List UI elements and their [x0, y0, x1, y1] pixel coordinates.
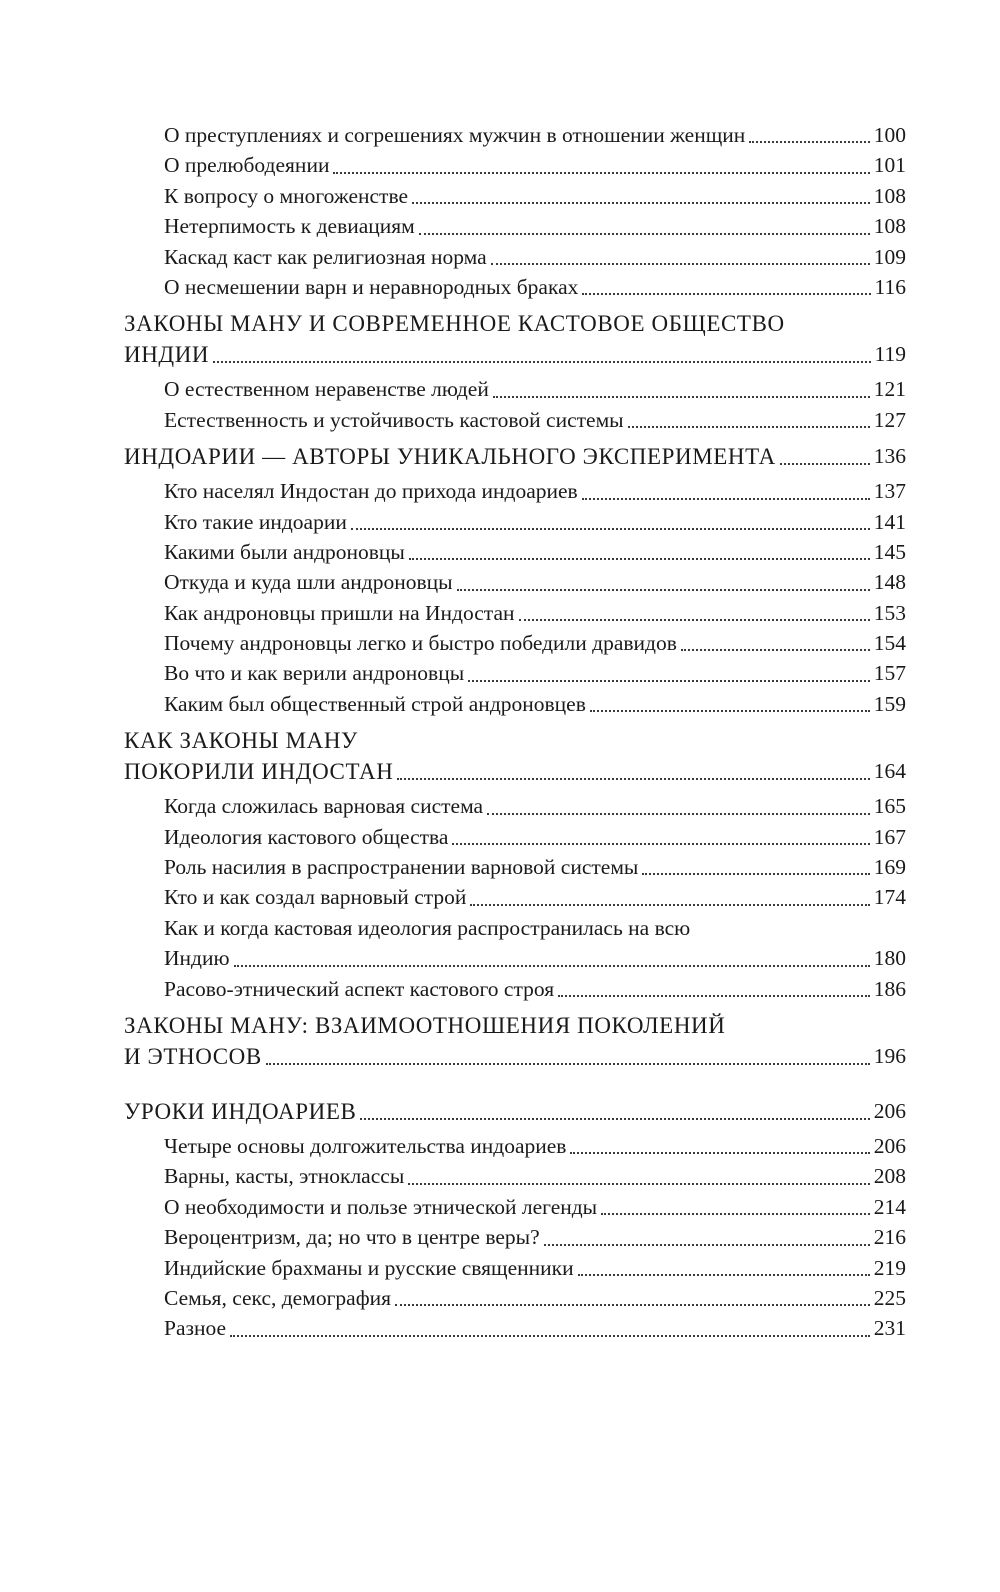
- toc-entry[interactable]: [124, 507, 906, 537]
- toc-entry-page: 153: [873, 600, 906, 625]
- section-page: 196: [873, 1044, 906, 1068]
- leader-dots: [452, 843, 869, 845]
- section-title-line: ПОКОРИЛИ ИНДОСТАН: [124, 759, 394, 785]
- toc-entry-title: Четыре основы долгожительства индоариев: [164, 1133, 567, 1158]
- leader-dots: [487, 813, 870, 815]
- toc-entry-page: 231: [873, 1316, 906, 1341]
- toc-entry[interactable]: [124, 181, 906, 211]
- leader-dots: [213, 361, 870, 363]
- leader-dots: [395, 1304, 870, 1306]
- leader-dots: [409, 558, 870, 560]
- leader-dots: [360, 1118, 869, 1120]
- toc-entry[interactable]: [124, 598, 906, 628]
- toc-entry-title: О естественном неравенстве людей: [164, 377, 489, 402]
- toc-entry-title: Как андроновцы пришли на Индостан: [164, 600, 515, 625]
- section-title-entry: [124, 339, 906, 370]
- leader-dots: [408, 1183, 869, 1185]
- toc-entry[interactable]: [124, 1131, 906, 1161]
- toc-entry-page: 225: [873, 1285, 906, 1310]
- toc-entry[interactable]: [124, 476, 906, 506]
- toc-entry-page: 141: [873, 509, 906, 534]
- toc-entry[interactable]: [124, 658, 906, 688]
- leader-dots: [582, 293, 870, 295]
- toc-entry-title: Варны, касты, этноклассы: [164, 1164, 405, 1189]
- toc-entry[interactable]: [124, 374, 906, 404]
- toc-entry[interactable]: [124, 242, 906, 272]
- section-title-entry: [124, 1041, 906, 1072]
- toc-entry-title: Разное: [164, 1316, 227, 1341]
- leader-dots: [628, 426, 870, 428]
- toc-entry-page: 116: [874, 274, 906, 299]
- toc-entry-title: Семья, секс, демография: [164, 1285, 392, 1310]
- toc-entry-title: Почему андроновцы легко и быстро победили дравидов: [164, 631, 677, 656]
- toc-entry-title: Вероцентризм, да; но что в центре веры?: [164, 1225, 540, 1250]
- toc-entry-multiline[interactable]: [124, 913, 906, 974]
- leader-dots: [590, 710, 870, 712]
- spacer: [124, 1076, 906, 1090]
- leader-dots: [491, 263, 870, 265]
- toc-entry-page: 121: [873, 377, 906, 402]
- toc-entry-page: 148: [873, 570, 906, 595]
- toc-entry[interactable]: [124, 882, 906, 912]
- toc-section[interactable]: [124, 725, 906, 787]
- toc-entry-page: 100: [873, 122, 906, 147]
- toc-entry-page: 180: [873, 946, 906, 971]
- leader-dots: [397, 778, 869, 780]
- toc-entry-title: О необходимости и пользе этнической легенды: [164, 1194, 598, 1219]
- toc-entry-title: Кто и как создал варновый строй: [164, 885, 467, 910]
- toc-entry-page: 214: [873, 1194, 906, 1219]
- toc-entry-page: 159: [873, 691, 906, 716]
- toc-entry-page: 145: [873, 539, 906, 564]
- toc-entry[interactable]: [124, 537, 906, 567]
- toc-entry: [164, 943, 906, 973]
- toc-entry-title: О преступлениях и согрешениях мужчин в отношении женщин: [164, 122, 746, 147]
- section-page: 164: [873, 759, 906, 784]
- toc-entry-title-line: Индию: [164, 946, 230, 971]
- toc-section[interactable]: [124, 441, 906, 472]
- leader-dots: [582, 498, 870, 500]
- table-of-contents: [124, 120, 906, 1344]
- toc-entry-page: 165: [873, 794, 906, 819]
- section-page: 119: [874, 342, 906, 367]
- toc-entry[interactable]: [124, 1283, 906, 1313]
- toc-entry[interactable]: [124, 822, 906, 852]
- toc-entry[interactable]: [124, 272, 906, 302]
- toc-entry-title: О несмешении варн и неравнородных браках: [164, 274, 579, 299]
- leader-dots: [457, 589, 870, 591]
- toc-entry[interactable]: [124, 1313, 906, 1343]
- toc-entry-title: Естественность и устойчивость кастовой системы: [164, 407, 624, 432]
- toc-entry-title: Индийские брахманы и русские священники: [164, 1255, 574, 1280]
- toc-entry[interactable]: [124, 689, 906, 719]
- toc-entry-page: 206: [873, 1133, 906, 1158]
- toc-entry[interactable]: [124, 1222, 906, 1252]
- toc-entry[interactable]: [124, 1192, 906, 1222]
- toc-entry-page: 137: [873, 479, 906, 504]
- toc-entry[interactable]: [124, 974, 906, 1004]
- toc-entry-page: 208: [873, 1164, 906, 1189]
- toc-entry-title: О прелюбодеянии: [164, 153, 330, 178]
- toc-entry-page: 167: [873, 824, 906, 849]
- leader-dots: [780, 463, 870, 465]
- toc-entry-title: Каким был общественный строй андроновцев: [164, 691, 586, 716]
- section-page: 136: [873, 444, 906, 469]
- leader-dots: [234, 965, 870, 967]
- section-title-entry: [124, 441, 906, 472]
- toc-entry[interactable]: [124, 628, 906, 658]
- leader-dots: [544, 1244, 870, 1246]
- leader-dots: [578, 1274, 870, 1276]
- leader-dots: [333, 172, 869, 174]
- section-title: УРОКИ ИНДОАРИЕВ: [124, 1099, 357, 1124]
- toc-entry-page: 127: [873, 407, 906, 432]
- toc-entry[interactable]: [124, 1161, 906, 1191]
- toc-entry-title: Во что и как верили андроновцы: [164, 661, 465, 686]
- toc-entry-page: 186: [873, 976, 906, 1001]
- leader-dots: [493, 396, 870, 398]
- toc-section[interactable]: [124, 308, 906, 370]
- toc-entry-title: Каскад каст как религиозная норма: [164, 244, 487, 269]
- section-title-entry: [124, 756, 906, 787]
- toc-entry-title: Идеология кастового общества: [164, 824, 449, 849]
- section-title-entry: [124, 1096, 906, 1127]
- leader-dots: [266, 1063, 870, 1065]
- leader-dots: [642, 873, 869, 875]
- toc-entry-page: 101: [873, 153, 906, 178]
- toc-entry-title: Нетерпимость к девиациям: [164, 214, 415, 239]
- leader-dots: [749, 141, 869, 143]
- toc-entry-page: 154: [873, 631, 906, 656]
- toc-entry-page: 169: [873, 855, 906, 880]
- section-title-line: ИНДИИ: [124, 342, 210, 368]
- leader-dots: [230, 1335, 870, 1337]
- section-title-line: И ЭТНОСОВ: [124, 1044, 262, 1069]
- leader-dots: [570, 1152, 869, 1154]
- toc-section[interactable]: [124, 1010, 906, 1072]
- toc-entry-page: 174: [873, 885, 906, 910]
- toc-entry-title: Откуда и куда шли андроновцы: [164, 570, 453, 595]
- leader-dots: [681, 649, 870, 651]
- section-title-line: ЗАКОНЫ МАНУ И СОВРЕМЕННОЕ КАСТОВОЕ ОБЩЕСТВО: [124, 311, 785, 337]
- toc-entry-page: 109: [873, 244, 906, 269]
- leader-dots: [519, 619, 870, 621]
- leader-dots: [412, 202, 870, 204]
- toc-entry-title: Расово-этнический аспект кастового строя: [164, 976, 555, 1001]
- toc-entry-title: Роль насилия в распространении варновой системы: [164, 855, 639, 880]
- toc-entry-title: К вопросу о многоженстве: [164, 183, 409, 208]
- toc-section[interactable]: [124, 1096, 906, 1127]
- section-page: 206: [873, 1099, 906, 1123]
- toc-entry[interactable]: [124, 791, 906, 821]
- section-title-line: КАК ЗАКОНЫ МАНУ: [124, 728, 358, 754]
- leader-dots: [468, 680, 870, 682]
- toc-entry-page: 108: [873, 214, 906, 239]
- toc-entry-title: Когда сложилась варновая система: [164, 794, 484, 819]
- toc-entry-title: Кто населял Индостан до прихода индоариев: [164, 479, 578, 504]
- toc-entry-title-line: Как и когда кастовая идеология распространилась на всю: [164, 915, 691, 940]
- toc-entry[interactable]: [124, 120, 906, 150]
- leader-dots: [558, 995, 870, 997]
- toc-entry[interactable]: [124, 567, 906, 597]
- toc-entry-page: 219: [873, 1255, 906, 1280]
- leader-dots: [419, 233, 870, 235]
- toc-entry[interactable]: [124, 211, 906, 241]
- section-title-line: ЗАКОНЫ МАНУ: ВЗАИМООТНОШЕНИЯ ПОКОЛЕНИЙ: [124, 1013, 726, 1038]
- toc-entry-page: 216: [873, 1225, 906, 1250]
- toc-entry[interactable]: [124, 1253, 906, 1283]
- toc-entry-page: 108: [873, 183, 906, 208]
- toc-entry[interactable]: [124, 852, 906, 882]
- toc-entry-title: Кто такие индоарии: [164, 509, 347, 534]
- toc-entry[interactable]: [124, 405, 906, 435]
- leader-dots: [601, 1213, 870, 1215]
- toc-entry-page: 157: [873, 661, 906, 686]
- toc-entry[interactable]: [124, 150, 906, 180]
- toc-entry-title: Какими были андроновцы: [164, 539, 405, 564]
- section-title: ИНДОАРИИ — АВТОРЫ УНИКАЛЬНОГО ЭКСПЕРИМЕНТА: [124, 444, 776, 470]
- leader-dots: [351, 528, 870, 530]
- leader-dots: [470, 904, 869, 906]
